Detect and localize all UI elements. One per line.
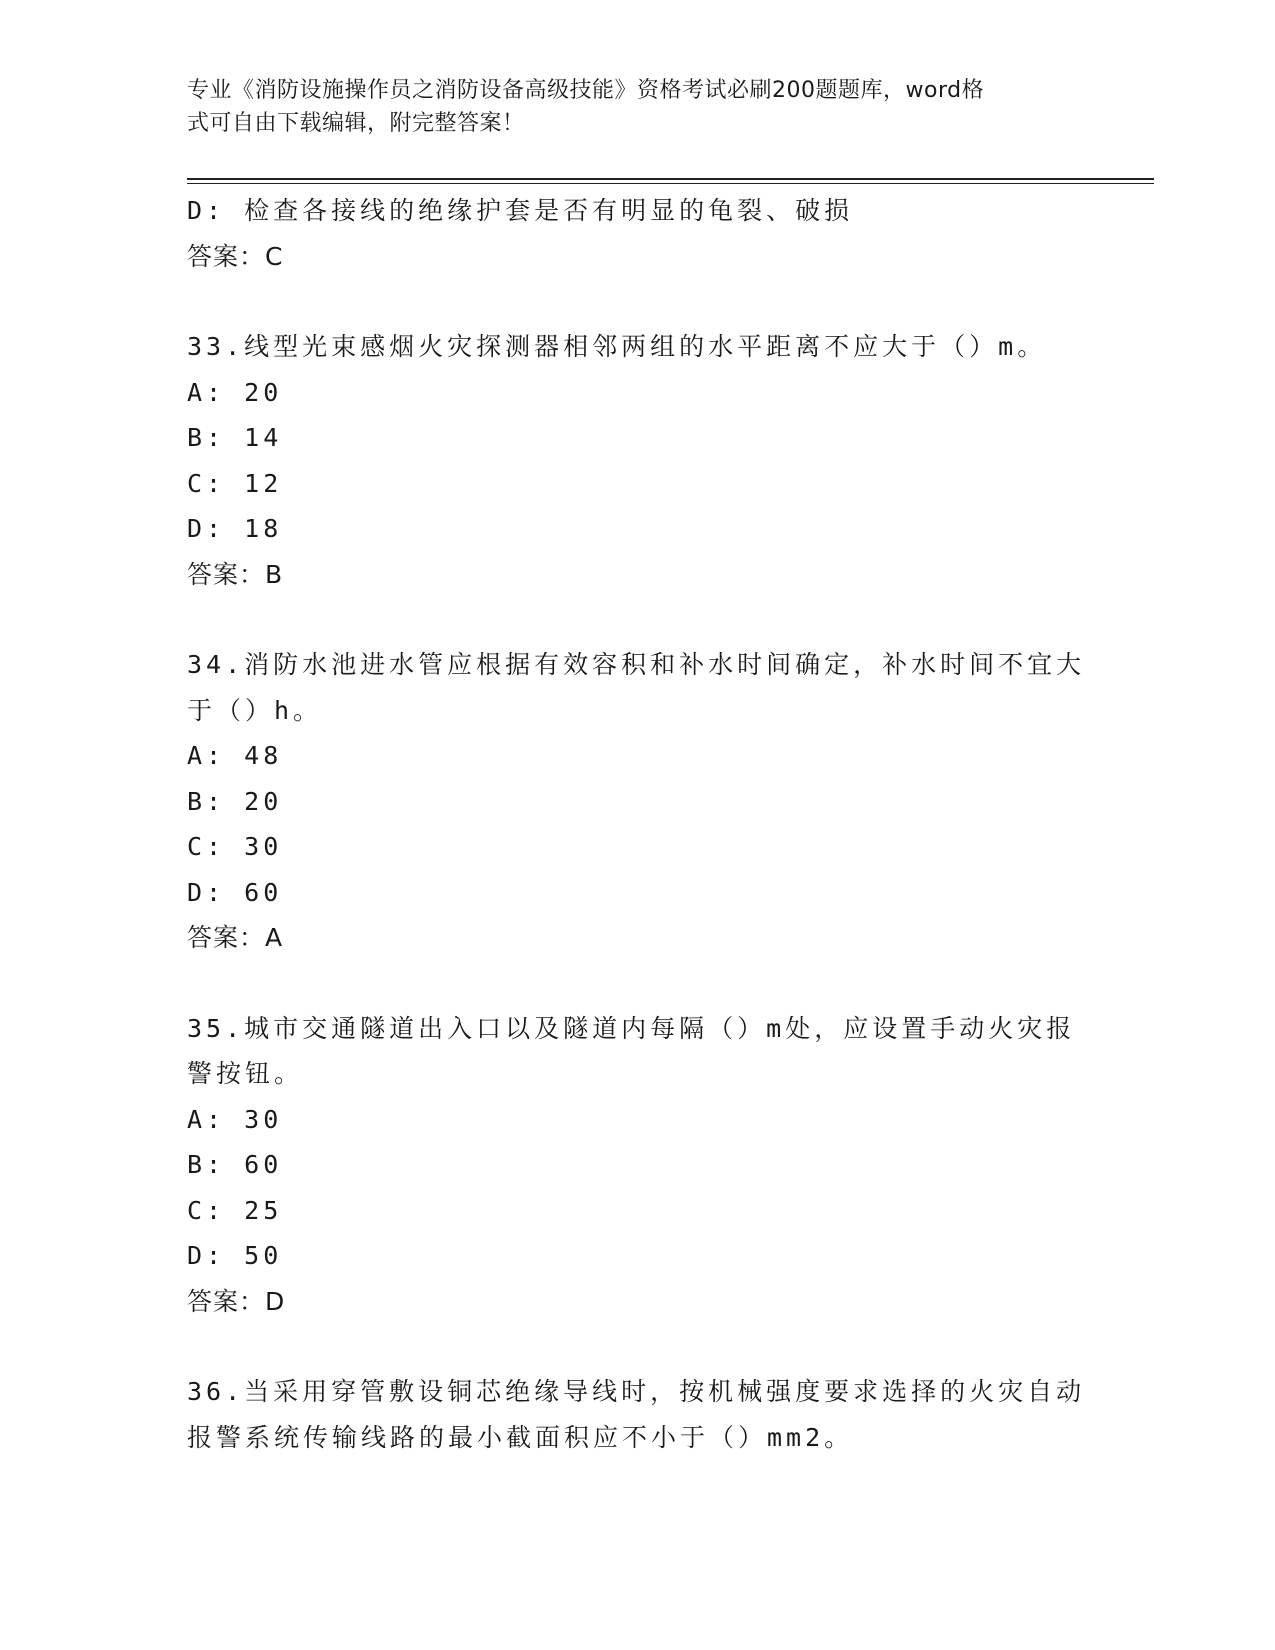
- option-c: C: 25: [187, 1195, 283, 1225]
- question-list: [187, 188, 1087, 1460]
- option-d: D: 60: [187, 877, 283, 907]
- question-text-line: 报警系统传输线路的最小截面积应不小于（）mm2。: [187, 1422, 854, 1452]
- answer-line: 答案：B: [187, 559, 284, 589]
- question-text-line: 36.当采用穿管敷设铜芯绝缘导线时，按机械强度要求选择的火灾自动: [187, 1377, 1086, 1406]
- question-33: [187, 324, 1087, 597]
- previous-question-tail: [187, 188, 1087, 279]
- question-text-line: 警按钮。: [187, 1059, 304, 1088]
- header-rule-thick: [187, 178, 1154, 180]
- question-text-line: 33.线型光束感烟火灾探测器相邻两组的水平距离不应大于（）m。: [187, 332, 1047, 361]
- option-a: A: 48: [187, 741, 283, 770]
- option-d: D: 50: [187, 1241, 283, 1270]
- question-35: [187, 1006, 1087, 1325]
- question-text-line: 34.消防水池进水管应根据有效容积和补水时间确定，补水时间不宜大: [187, 650, 1086, 679]
- question-text-line: 35.城市交通隧道出入口以及隧道内每隔（）m处，应设置手动火灾报: [187, 1013, 1076, 1043]
- answer-line: 答案：C: [187, 241, 284, 271]
- option-b: B: 60: [187, 1150, 283, 1179]
- answer-line: 答案：A: [187, 923, 284, 952]
- option-a: A: 20: [187, 377, 283, 407]
- option-d: D: 检查各接线的绝缘护套是否有明显的龟裂、破损: [187, 196, 854, 225]
- option-b: B: 14: [187, 423, 283, 452]
- header-line-2: 式可自由下载编辑，附完整答案！: [187, 111, 525, 136]
- document-header: [187, 74, 1067, 140]
- option-c: C: 30: [187, 832, 283, 861]
- question-34: [187, 642, 1087, 961]
- option-c: C: 12: [187, 468, 283, 498]
- header-line-1: 专业《消防设施操作员之消防设备高级技能》资格考试必刷200题题库，word格: [187, 78, 985, 103]
- header-rule-thin: [187, 183, 1154, 184]
- answer-line: 答案：D: [187, 1286, 286, 1316]
- question-text-line: 于（）h。: [187, 695, 323, 725]
- option-d: D: 18: [187, 514, 283, 543]
- question-36: [187, 1369, 1087, 1460]
- option-b: B: 20: [187, 786, 283, 816]
- option-a: A: 30: [187, 1104, 283, 1134]
